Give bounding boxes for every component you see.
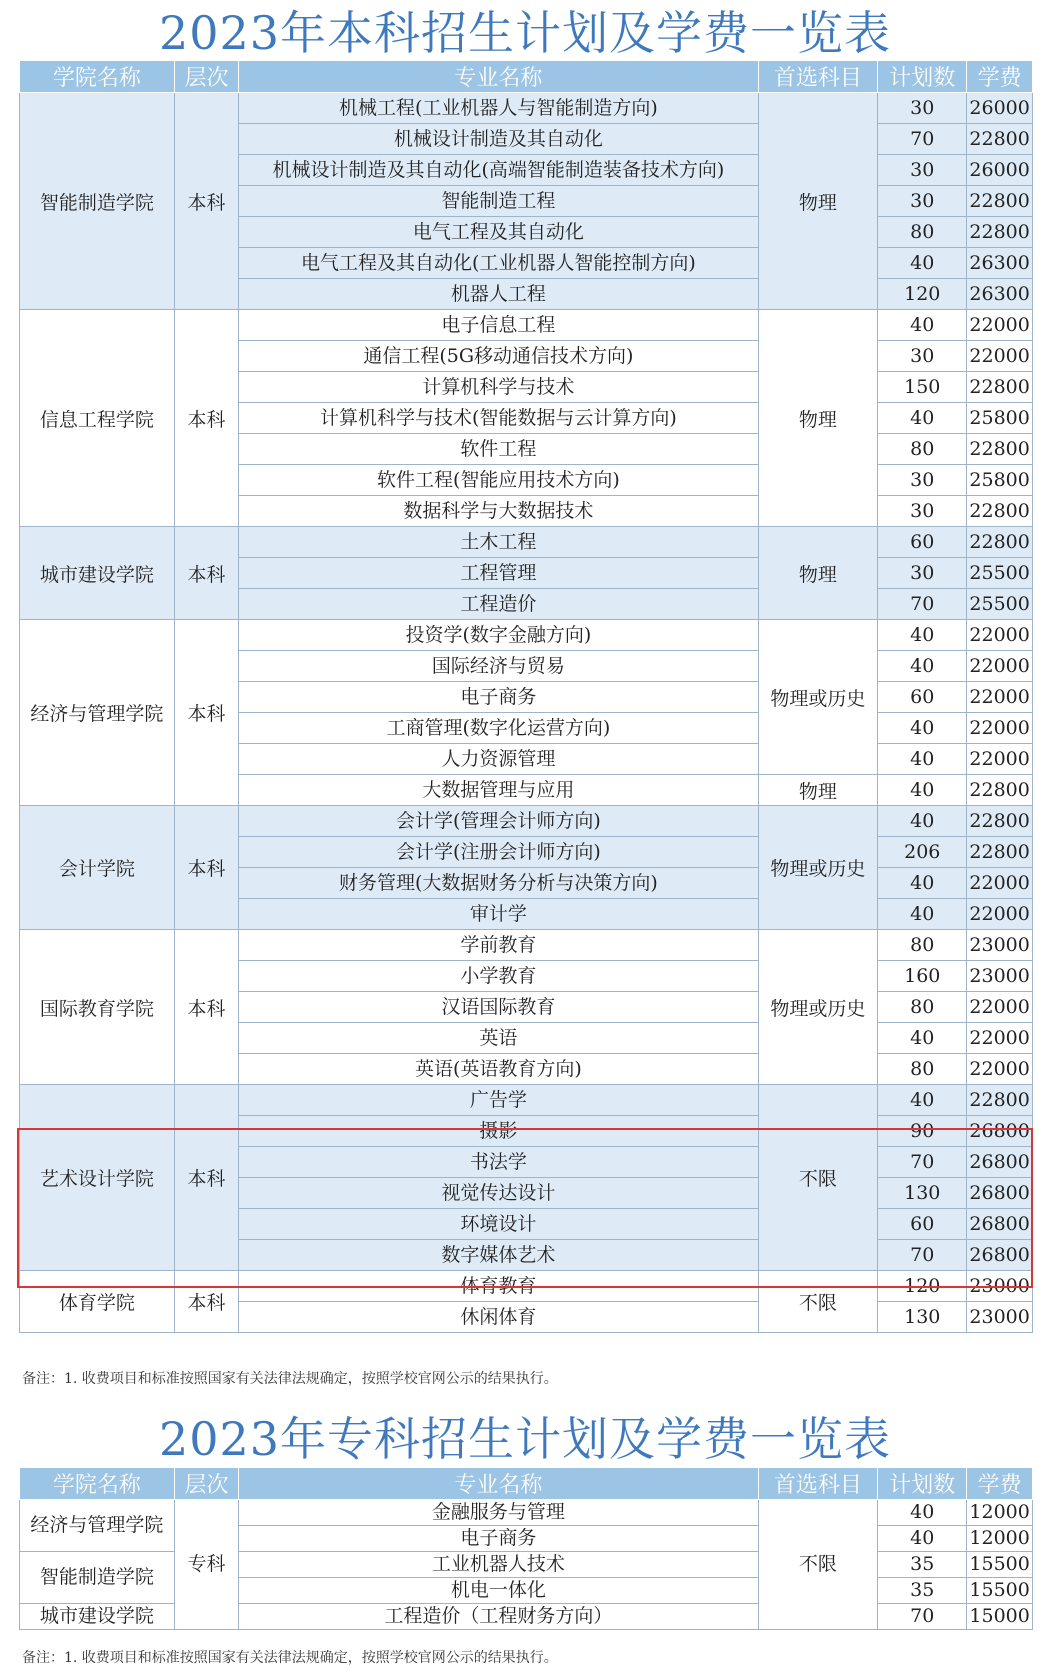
- table-row: [20, 930, 1033, 961]
- fee-cell: 22000: [967, 682, 1033, 713]
- major-cell: 软件工程(智能应用技术方向): [239, 465, 758, 496]
- subject-cell: 物理: [758, 527, 878, 620]
- major-cell: 工程造价（工程财务方向）: [239, 1604, 758, 1630]
- plan-cell: 80: [878, 1054, 967, 1085]
- subject-cell: 不限: [758, 1085, 878, 1271]
- fee-cell: 22800: [967, 496, 1033, 527]
- plan-cell: 40: [878, 806, 967, 837]
- level-cell: 本科: [174, 806, 239, 930]
- undergrad-table: [19, 60, 1033, 1333]
- level-cell: 本科: [174, 310, 239, 527]
- subject-cell: 物理: [758, 310, 878, 527]
- college-cell: 国际教育学院: [20, 930, 175, 1085]
- fee-cell: 25800: [967, 403, 1033, 434]
- college-cell: 会计学院: [20, 806, 175, 930]
- college-cell: 智能制造学院: [20, 1552, 175, 1604]
- major-cell: 工商管理(数字化运营方向): [239, 713, 758, 744]
- header-fee: 学费: [967, 61, 1033, 93]
- level-cell: 本科: [174, 1271, 239, 1333]
- table-row: [20, 620, 1033, 651]
- major-cell: 电子商务: [239, 1526, 758, 1552]
- table-row: [20, 1552, 1033, 1578]
- vocational-table: [19, 1467, 1033, 1630]
- major-cell: 土木工程: [239, 527, 758, 558]
- major-cell: 计算机科学与技术: [239, 372, 758, 403]
- header-major: 专业名称: [239, 61, 758, 93]
- fee-cell: 22000: [967, 620, 1033, 651]
- fee-cell: 23000: [967, 961, 1033, 992]
- plan-cell: 40: [878, 744, 967, 775]
- fee-cell: 22800: [967, 1085, 1033, 1116]
- college-cell: 信息工程学院: [20, 310, 175, 527]
- major-cell: 电气工程及其自动化: [239, 217, 758, 248]
- major-cell: 数据科学与大数据技术: [239, 496, 758, 527]
- major-cell: 小学教育: [239, 961, 758, 992]
- plan-cell: 206: [878, 837, 967, 868]
- college-cell: 经济与管理学院: [20, 620, 175, 806]
- major-cell: 财务管理(大数据财务分析与决策方向): [239, 868, 758, 899]
- plan-cell: 40: [878, 713, 967, 744]
- plan-cell: 30: [878, 93, 967, 124]
- fee-cell: 22800: [967, 186, 1033, 217]
- major-cell: 电子商务: [239, 682, 758, 713]
- college-cell: 体育学院: [20, 1271, 175, 1333]
- plan-cell: 60: [878, 527, 967, 558]
- level-cell: 专科: [174, 1500, 239, 1630]
- header-subject: 首选科目: [758, 61, 878, 93]
- subject-cell: 物理: [758, 775, 878, 806]
- fee-cell: 23000: [967, 1271, 1033, 1302]
- major-cell: 汉语国际教育: [239, 992, 758, 1023]
- plan-cell: 40: [878, 651, 967, 682]
- plan-cell: 80: [878, 930, 967, 961]
- header-plan: 计划数: [878, 61, 967, 93]
- fee-cell: 22000: [967, 744, 1033, 775]
- college-cell: 智能制造学院: [20, 93, 175, 310]
- fee-cell: 22000: [967, 992, 1033, 1023]
- major-cell: 电子信息工程: [239, 310, 758, 341]
- major-cell: 金融服务与管理: [239, 1500, 758, 1526]
- major-cell: 人力资源管理: [239, 744, 758, 775]
- fee-cell: 22000: [967, 310, 1033, 341]
- plan-cell: 60: [878, 682, 967, 713]
- fee-cell: 26300: [967, 248, 1033, 279]
- plan-cell: 70: [878, 124, 967, 155]
- major-cell: 机电一体化: [239, 1578, 758, 1604]
- plan-cell: 40: [878, 620, 967, 651]
- plan-cell: 40: [878, 1526, 967, 1552]
- plan-cell: 80: [878, 217, 967, 248]
- major-cell: 广告学: [239, 1085, 758, 1116]
- major-cell: 大数据管理与应用: [239, 775, 758, 806]
- subject-cell: 不限: [758, 1271, 878, 1333]
- fee-cell: 23000: [967, 1302, 1033, 1333]
- fee-cell: 22800: [967, 124, 1033, 155]
- level-cell: 本科: [174, 620, 239, 806]
- major-cell: 机械设计制造及其自动化(高端智能制造装备技术方向): [239, 155, 758, 186]
- fee-cell: 22800: [967, 806, 1033, 837]
- fee-cell: 22000: [967, 651, 1033, 682]
- major-cell: 工程造价: [239, 589, 758, 620]
- plan-cell: 40: [878, 1500, 967, 1526]
- header-college: 学院名称: [20, 61, 175, 93]
- major-cell: 投资学(数字金融方向): [239, 620, 758, 651]
- major-cell: 体育教育: [239, 1271, 758, 1302]
- plan-cell: 70: [878, 1604, 967, 1630]
- plan-cell: 120: [878, 279, 967, 310]
- plan-cell: 80: [878, 434, 967, 465]
- fee-cell: 26800: [967, 1209, 1033, 1240]
- fee-cell: 22000: [967, 1054, 1033, 1085]
- plan-cell: 130: [878, 1178, 967, 1209]
- undergrad-header-row: [20, 61, 1033, 93]
- fee-cell: 22800: [967, 527, 1033, 558]
- plan-cell: 80: [878, 992, 967, 1023]
- plan-cell: 35: [878, 1552, 967, 1578]
- plan-cell: 150: [878, 372, 967, 403]
- undergrad-note: 备注：1. 收费项目和标准按照国家有关法律法规确定，按照学校官网公示的结果执行。: [22, 1371, 558, 1387]
- major-cell: 视觉传达设计: [239, 1178, 758, 1209]
- plan-cell: 30: [878, 558, 967, 589]
- table-row: [20, 1085, 1033, 1116]
- plan-cell: 40: [878, 775, 967, 806]
- major-cell: 机器人工程: [239, 279, 758, 310]
- major-cell: 软件工程: [239, 434, 758, 465]
- fee-cell: 23000: [967, 930, 1033, 961]
- subject-cell: 物理或历史: [758, 806, 878, 930]
- header-plan: 计划数: [878, 1468, 967, 1500]
- major-cell: 英语(英语教育方向): [239, 1054, 758, 1085]
- fee-cell: 22800: [967, 372, 1033, 403]
- major-cell: 英语: [239, 1023, 758, 1054]
- fee-cell: 15500: [967, 1578, 1033, 1604]
- fee-cell: 26000: [967, 93, 1033, 124]
- fee-cell: 22000: [967, 341, 1033, 372]
- major-cell: 会计学(管理会计师方向): [239, 806, 758, 837]
- fee-cell: 12000: [967, 1526, 1033, 1552]
- table-row: [20, 527, 1033, 558]
- college-cell: 艺术设计学院: [20, 1085, 175, 1271]
- plan-cell: 30: [878, 496, 967, 527]
- level-cell: 本科: [174, 930, 239, 1085]
- plan-cell: 70: [878, 1147, 967, 1178]
- major-cell: 工业机器人技术: [239, 1552, 758, 1578]
- level-cell: 本科: [174, 93, 239, 310]
- fee-cell: 22800: [967, 837, 1033, 868]
- plan-cell: 70: [878, 589, 967, 620]
- fee-cell: 26800: [967, 1116, 1033, 1147]
- level-cell: 本科: [174, 1085, 239, 1271]
- fee-cell: 25800: [967, 465, 1033, 496]
- major-cell: 智能制造工程: [239, 186, 758, 217]
- fee-cell: 22000: [967, 713, 1033, 744]
- table-row: [20, 93, 1033, 124]
- fee-cell: 15000: [967, 1604, 1033, 1630]
- vocational-note: 备注：1. 收费项目和标准按照国家有关法律法规确定，按照学校官网公示的结果执行。: [22, 1650, 558, 1666]
- fee-cell: 22800: [967, 775, 1033, 806]
- header-subject: 首选科目: [758, 1468, 878, 1500]
- fee-cell: 22000: [967, 1023, 1033, 1054]
- plan-cell: 40: [878, 899, 967, 930]
- fee-cell: 26300: [967, 279, 1033, 310]
- table-row: [20, 1271, 1033, 1302]
- plan-cell: 35: [878, 1578, 967, 1604]
- table-row: [20, 806, 1033, 837]
- header-college: 学院名称: [20, 1468, 175, 1500]
- major-cell: 通信工程(5G移动通信技术方向): [239, 341, 758, 372]
- fee-cell: 12000: [967, 1500, 1033, 1526]
- major-cell: 国际经济与贸易: [239, 651, 758, 682]
- fee-cell: 26800: [967, 1147, 1033, 1178]
- major-cell: 环境设计: [239, 1209, 758, 1240]
- fee-cell: 15500: [967, 1552, 1033, 1578]
- vocational-header-row: [20, 1468, 1033, 1500]
- fee-cell: 22000: [967, 868, 1033, 899]
- plan-cell: 40: [878, 1085, 967, 1116]
- undergrad-title: 2023年本科招生计划及学费一览表: [158, 6, 892, 60]
- major-cell: 会计学(注册会计师方向): [239, 837, 758, 868]
- fee-cell: 22000: [967, 899, 1033, 930]
- header-level: 层次: [174, 61, 239, 93]
- header-major: 专业名称: [239, 1468, 758, 1500]
- fee-cell: 26800: [967, 1240, 1033, 1271]
- major-cell: 工程管理: [239, 558, 758, 589]
- plan-cell: 30: [878, 186, 967, 217]
- college-cell: 城市建设学院: [20, 1604, 175, 1630]
- header-level: 层次: [174, 1468, 239, 1500]
- table-row: [20, 1500, 1033, 1526]
- major-cell: 摄影: [239, 1116, 758, 1147]
- plan-cell: 40: [878, 868, 967, 899]
- fee-cell: 26800: [967, 1178, 1033, 1209]
- plan-cell: 40: [878, 248, 967, 279]
- plan-cell: 40: [878, 403, 967, 434]
- subject-cell: 物理或历史: [758, 930, 878, 1085]
- table-row: [20, 1604, 1033, 1630]
- plan-cell: 90: [878, 1116, 967, 1147]
- plan-cell: 30: [878, 155, 967, 186]
- plan-cell: 130: [878, 1302, 967, 1333]
- major-cell: 机械设计制造及其自动化: [239, 124, 758, 155]
- table-row: [20, 310, 1033, 341]
- subject-cell: 物理或历史: [758, 620, 878, 775]
- header-fee: 学费: [967, 1468, 1033, 1500]
- major-cell: 计算机科学与技术(智能数据与云计算方向): [239, 403, 758, 434]
- plan-cell: 70: [878, 1240, 967, 1271]
- fee-cell: 22800: [967, 217, 1033, 248]
- major-cell: 审计学: [239, 899, 758, 930]
- subject-cell: 物理: [758, 93, 878, 310]
- plan-cell: 120: [878, 1271, 967, 1302]
- college-cell: 经济与管理学院: [20, 1500, 175, 1552]
- vocational-title: 2023年专科招生计划及学费一览表: [158, 1412, 892, 1466]
- fee-cell: 26000: [967, 155, 1033, 186]
- plan-cell: 40: [878, 310, 967, 341]
- plan-cell: 160: [878, 961, 967, 992]
- major-cell: 数字媒体艺术: [239, 1240, 758, 1271]
- college-cell: 城市建设学院: [20, 527, 175, 620]
- fee-cell: 25500: [967, 558, 1033, 589]
- major-cell: 休闲体育: [239, 1302, 758, 1333]
- plan-cell: 30: [878, 341, 967, 372]
- plan-cell: 60: [878, 1209, 967, 1240]
- fee-cell: 25500: [967, 589, 1033, 620]
- major-cell: 书法学: [239, 1147, 758, 1178]
- level-cell: 本科: [174, 527, 239, 620]
- major-cell: 电气工程及其自动化(工业机器人智能控制方向): [239, 248, 758, 279]
- fee-cell: 22800: [967, 434, 1033, 465]
- major-cell: 学前教育: [239, 930, 758, 961]
- major-cell: 机械工程(工业机器人与智能制造方向): [239, 93, 758, 124]
- plan-cell: 40: [878, 1023, 967, 1054]
- subject-cell: 不限: [758, 1500, 878, 1630]
- plan-cell: 30: [878, 465, 967, 496]
